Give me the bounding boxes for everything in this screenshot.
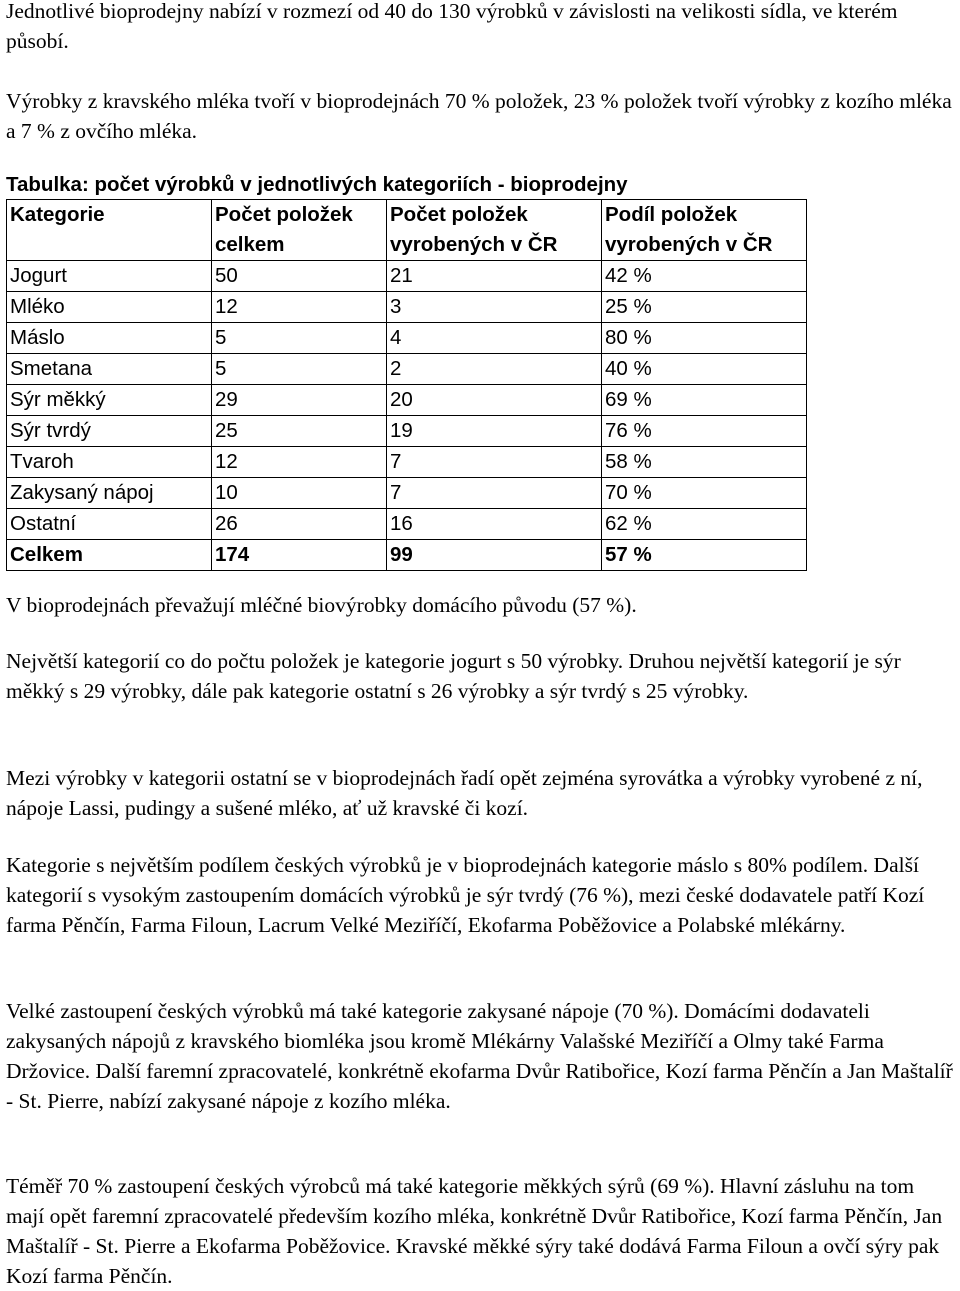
paragraph-fermented-drinks: Velké zastoupení českých výrobků má také kategorie zakysané nápoje (70 %). Domácími dodavateli zakysaných nápojů z kravského biomléka jsou kromě Mlékárny Valašské Meziříčí a Olmy také Farma Držovice. Další faremní zpracovatelé, konkrétně ekofarma Dvůr Ratibořice, Kozí farma Pěnčín a Jan Maštalíř - St. Pierre, nabízí zakysané nápoje z kozího mléka.	[6, 999, 953, 1113]
paragraph-soft-cheese: Téměř 70 % zastoupení českých výrobců má také kategorie měkkých sýrů (69 %). Hlavní zásluhu na tom mají opět faremní zpracovatelé především kozího mléka, konkrétně Dvůr Ratibořice, Kozí farma Pěnčín, Jan Maštalíř - St. Pierre a Ekofarma Poběžovice. Kravské měkké sýry také dodává Farma Filoun a ovčí sýry pak Kozí farma Pěnčín.	[6, 1174, 943, 1288]
paragraph-largest-categories: Největší kategorií co do počtu položek je kategorie jogurt s 50 výrobky. Druhou největší kategorií je sýr měkký s 29 výrobky, dále pak kategorie ostatní s 26 výrobky a sýr tvrdý s 25 výrobky.	[6, 649, 901, 703]
header-czech-items: Počet položek vyrobených v ČR	[387, 200, 602, 261]
cell-total: 26	[212, 509, 387, 540]
cell-share: 69 %	[602, 385, 807, 416]
table-row	[7, 447, 807, 478]
cell-czech: 7	[387, 478, 602, 509]
cell-czech: 20	[387, 385, 602, 416]
cell-czech: 19	[387, 416, 602, 447]
summary-paragraph-origin: V bioprodejnách převažují mléčné biovýrobky domácího původu (57 %).	[6, 593, 637, 617]
cell-category: Ostatní	[7, 509, 212, 540]
cell-total: 5	[212, 354, 387, 385]
total-share: 57 %	[602, 540, 807, 571]
table-total-row	[7, 540, 807, 571]
table-row	[7, 323, 807, 354]
cell-share: 70 %	[602, 478, 807, 509]
table-row	[7, 292, 807, 323]
header-total-items: Počet položek celkem	[212, 200, 387, 261]
cell-czech: 7	[387, 447, 602, 478]
cell-share: 76 %	[602, 416, 807, 447]
cell-czech: 4	[387, 323, 602, 354]
intro-paragraph-products-range: Jednotlivé bioprodejny nabízí v rozmezí od 40 do 130 výrobků v závislosti na velikosti sídla, ve kterém působí.	[6, 0, 898, 53]
table-row	[7, 509, 807, 540]
total-items: 174	[212, 540, 387, 571]
cell-share: 40 %	[602, 354, 807, 385]
cell-share: 80 %	[602, 323, 807, 354]
cell-category: Mléko	[7, 292, 212, 323]
cell-category: Sýr měkký	[7, 385, 212, 416]
total-czech: 99	[387, 540, 602, 571]
table-body	[7, 261, 807, 571]
cell-share: 58 %	[602, 447, 807, 478]
cell-total: 12	[212, 447, 387, 478]
paragraph-butter-share: Kategorie s největším podílem českých výrobků je v bioprodejnách kategorie máslo s 80% podílem. Další kategorií s vysokým zastoupením domácích výrobků je sýr tvrdý (76 %), mezi české dodavatele patří Kozí farma Pěnčín, Farma Filoun, Lacrum Velké Meziříčí, Ekofarma Poběžovice a Polabské mlékárny.	[6, 853, 925, 937]
table-row	[7, 385, 807, 416]
paragraph-other-category: Mezi výrobky v kategorii ostatní se v bioprodejnách řadí opět zejména syrovátka a výrobky vyrobené z ní, nápoje Lassi, pudingy a sušené mléko, ať už kravské či kozí.	[6, 766, 923, 820]
table-row	[7, 261, 807, 292]
cell-czech: 2	[387, 354, 602, 385]
table-row	[7, 478, 807, 509]
cell-share: 62 %	[602, 509, 807, 540]
table-row	[7, 354, 807, 385]
cell-share: 25 %	[602, 292, 807, 323]
intro-paragraph-milk-types: Výrobky z kravského mléka tvoří v bioprodejnách 70 % položek, 23 % položek tvoří výrobky z kozího mléka a 7 % z ovčího mléka.	[6, 89, 952, 143]
cell-share: 42 %	[602, 261, 807, 292]
cell-category: Tvaroh	[7, 447, 212, 478]
cell-total: 25	[212, 416, 387, 447]
cell-total: 12	[212, 292, 387, 323]
cell-category: Máslo	[7, 323, 212, 354]
total-label: Celkem	[7, 540, 212, 571]
table-row	[7, 416, 807, 447]
cell-total: 29	[212, 385, 387, 416]
table-caption: Tabulka: počet výrobků v jednotlivých kategoriích - bioprodejny	[6, 173, 628, 196]
table-header-row	[7, 200, 807, 261]
cell-czech: 16	[387, 509, 602, 540]
cell-total: 50	[212, 261, 387, 292]
header-category: Kategorie	[7, 200, 212, 261]
cell-category: Smetana	[7, 354, 212, 385]
cell-total: 10	[212, 478, 387, 509]
cell-category: Jogurt	[7, 261, 212, 292]
cell-total: 5	[212, 323, 387, 354]
cell-czech: 3	[387, 292, 602, 323]
cell-category: Sýr tvrdý	[7, 416, 212, 447]
products-table	[6, 199, 807, 571]
header-czech-share: Podíl položek vyrobených v ČR	[602, 200, 807, 261]
cell-czech: 21	[387, 261, 602, 292]
cell-category: Zakysaný nápoj	[7, 478, 212, 509]
